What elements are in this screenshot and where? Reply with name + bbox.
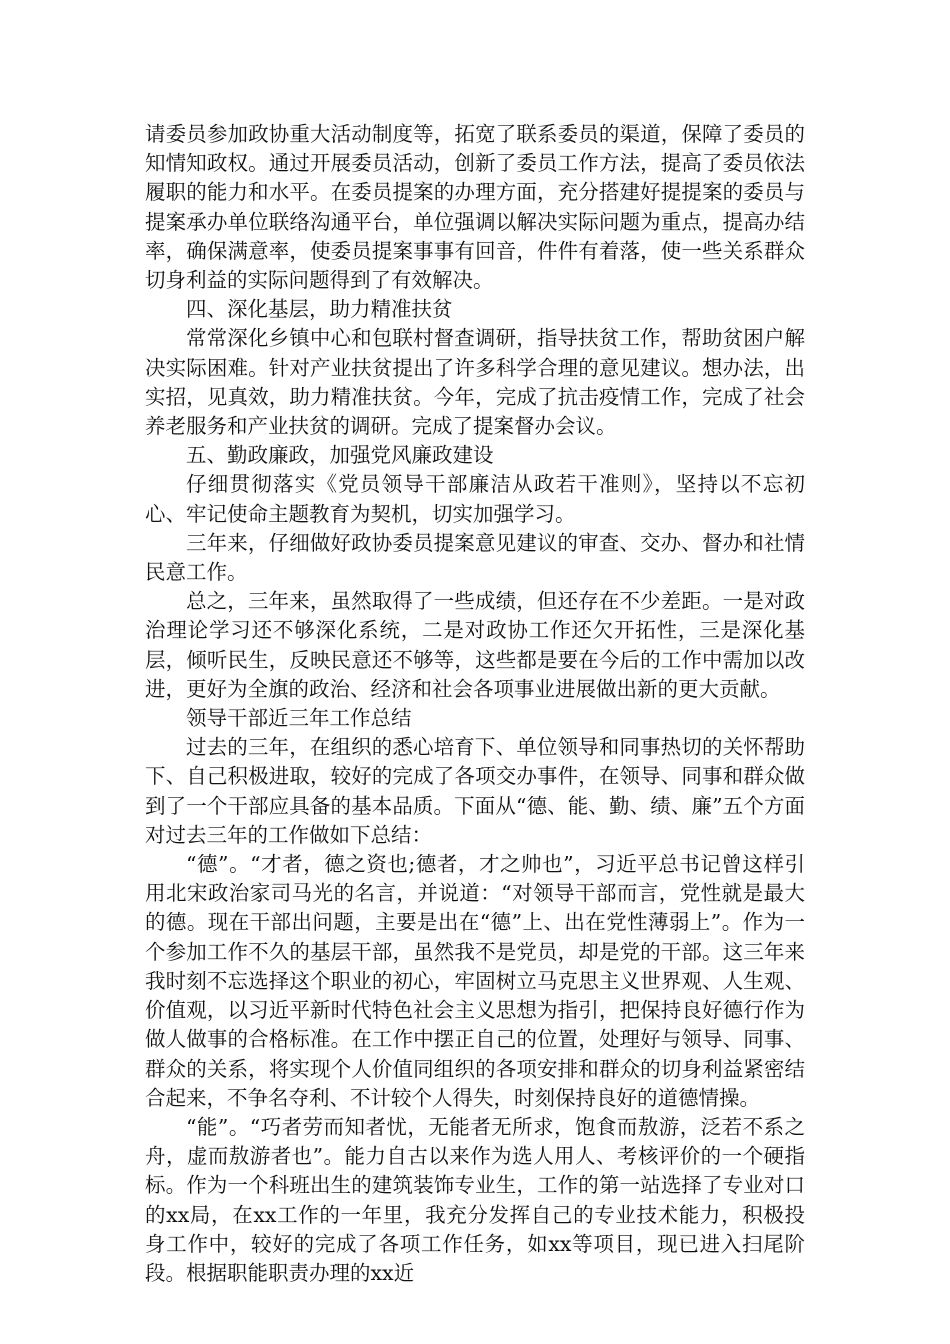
paragraph-continuation: 请委员参加政协重大活动制度等，拓宽了联系委员的渠道，保障了委员的知情知政权。通过开展委员活动，创新了委员工作方法，提高了委员依法履职的能力和水平。在委员提案的办理方面，充分搭建好提提案的委员与提案承办单位联络沟通平台，单位强调以解决实际问题为重点，提高办结率，确保满意率，使委员提案事事有回音，件件有着落，使一些关系群众切身利益的实际问题得到了有效解决。	[145, 122, 805, 293]
section-heading-five: 五、勤政廉政，加强党风廉政建设	[186, 443, 494, 468]
paragraph-integrity: 仔细贯彻落实《党员领导干部廉洁从政若干准则》，坚持以不忘初心、牢记使命主题教育为契机，切实加强学习。	[145, 472, 805, 526]
section-heading-four: 四、深化基层，助力精准扶贫	[186, 297, 453, 322]
paragraph-ability: “能”。“巧者劳而知者忧，无能者无所求，饱食而敖游，泛若不系之舟，虚而敖游者也”。能力自古以来作为选人用人、考核评价的一个硬指标。作为一个科班出生的建筑装饰专业生，工作的第一站选择了专业对口的xx局，在xx工作的一年里，我充分发挥自己的专业技术能力，积极投身工作中，较好的完成了各项工作任务，如xx等项目，现已进入扫尾阶段。根据职能职责办理的xx近	[145, 1114, 805, 1285]
document-page	[145, 120, 805, 1288]
paragraph-virtue: “德”。“才者，德之资也;德者，才之帅也”，习近平总书记曾这样引用北宋政治家司马光的名言，并说道：“对领导干部而言，党性就是最大的德。现在干部出问题，主要是出在“德”上、出在党性薄弱上”。作为一个参加工作不久的基层干部，虽然我不是党员，却是党的干部。这三年来我时刻不忘选择这个职业的初心，牢固树立马克思主义世界观、人生观、价值观，以习近平新时代特色社会主义思想为指引，把保持良好德行作为做人做事的合格标准。在工作中摆正自己的位置，处理好与领导、同事、群众的关系，将实现个人价值同组织的各项安排和群众的切身利益紧密结合起来，不争名夺利、不计较个人得失，时刻保持良好的道德情操。	[145, 852, 805, 1110]
document-subtitle: 领导干部近三年工作总结	[186, 706, 412, 731]
paragraph-summary: 总之，三年来，虽然取得了一些成绩，但还存在不少差距。一是对政治理论学习还不够深化系统，二是对政协工作还欠开拓性，三是深化基层，倾听民生，反映民意还不够等，这些都是要在今后的工作中需加以改进，更好为全旗的政治、经济和社会各项事业进展做出新的更大贡献。	[145, 589, 805, 701]
paragraph-three-years: 三年来，仔细做好政协委员提案意见建议的审查、交办、督办和社情民意工作。	[145, 530, 805, 585]
paragraph-poverty-alleviation: 常常深化乡镇中心和包联村督查调研，指导扶贫工作，帮助贫困户解决实际困难。针对产业扶贫提出了许多科学合理的意见建议。想办法，出实招，见真效，助力精准扶贫。今年，完成了抗击疫情工作，完成了社会养老服务和产业扶贫的调研。完成了提案督办会议。	[145, 326, 805, 439]
paragraph-intro: 过去的三年，在组织的悉心培育下、单位领导和同事热切的关怀帮助下、自己积极进取，较好的完成了各项交办事件，在领导、同事和群众做到了一个干部应具备的基本品质。下面从“德、能、勤、绩、廉”五个方面对过去三年的工作做如下总结：	[145, 735, 805, 847]
